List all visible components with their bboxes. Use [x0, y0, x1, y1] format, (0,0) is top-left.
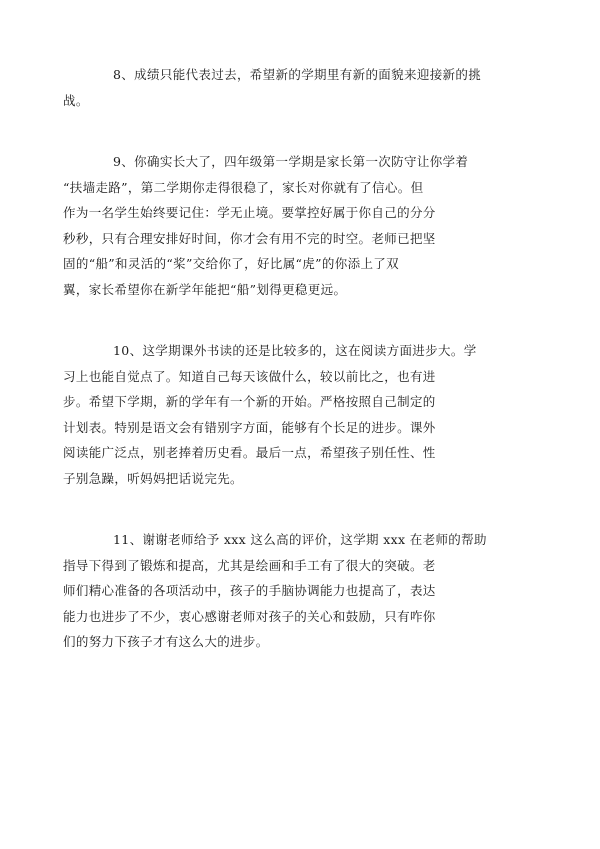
comment-paragraph-8	[63, 62, 504, 113]
text-line: 子别急躁，听妈妈把话说完先。	[63, 470, 243, 486]
text-line: 习上也能自觉点了。知道自己每天该做什么，较以前比之，也有进	[63, 368, 436, 384]
text-line: 能力也进步了不少，衷心感谢老师对孩子的关心和鼓励，只有咋你	[63, 608, 436, 624]
text-line: 9、你确实长大了，四年级第一学期是家长第一次防守让你学着	[113, 154, 469, 169]
text-line: 翼，家长希望你在新学年能把“船”划得更稳更远。	[63, 281, 347, 297]
text-line: 秒秒，只有合理安排好时间，你才会有用不完的时空。老师已把坚	[63, 230, 436, 246]
text-line: 战。	[63, 92, 89, 108]
paragraph-text	[63, 338, 504, 491]
text-line: 10、这学期课外书读的还是比较多的，这在阅读方面进步大。学	[113, 343, 477, 358]
paragraph-text	[63, 527, 504, 655]
comment-paragraph-10	[63, 338, 504, 491]
text-line: 计划表。特别是语文会有错别字方面，能够有个长足的进步。课外	[63, 419, 436, 435]
text-line: 步。希望下学期，新的学年有一个新的开始。严格按照自己制定的	[63, 394, 436, 409]
text-line: 指导下得到了锻炼和提高，尤其是绘画和手工有了很大的突破。老	[63, 557, 436, 573]
text-line: 固的“船”和灵活的“桨”交给你了，好比属“虎”的你添上了双	[63, 256, 399, 271]
text-line: 们的努力下孩子才有这么大的进步。	[63, 634, 269, 649]
text-line: 11、谢谢老师给予 xxx 这么高的评价，这学期 xxx 在老师的帮助	[113, 532, 487, 547]
text-line: “扶墙走路”，第二学期你走得很稳了，家长对你就有了信心。但	[63, 179, 424, 195]
text-line: 师们精心准备的各项活动中，孩子的手脑协调能力也提高了，表达	[63, 583, 436, 598]
text-line: 8、成绩只能代表过去，希望新的学期里有新的面貌来迎接新的挑	[113, 67, 482, 82]
paragraph-text	[63, 149, 504, 302]
text-line: 作为一名学生始终要记住：学无止境。要掌控好属于你自己的分分	[63, 205, 436, 220]
paragraph-text	[63, 62, 504, 113]
text-line: 阅读能广泛点，别老捧着历史看。最后一点，希望孩子别任性、性	[63, 445, 436, 460]
comment-paragraph-11	[63, 527, 504, 655]
comment-paragraph-9	[63, 149, 504, 302]
